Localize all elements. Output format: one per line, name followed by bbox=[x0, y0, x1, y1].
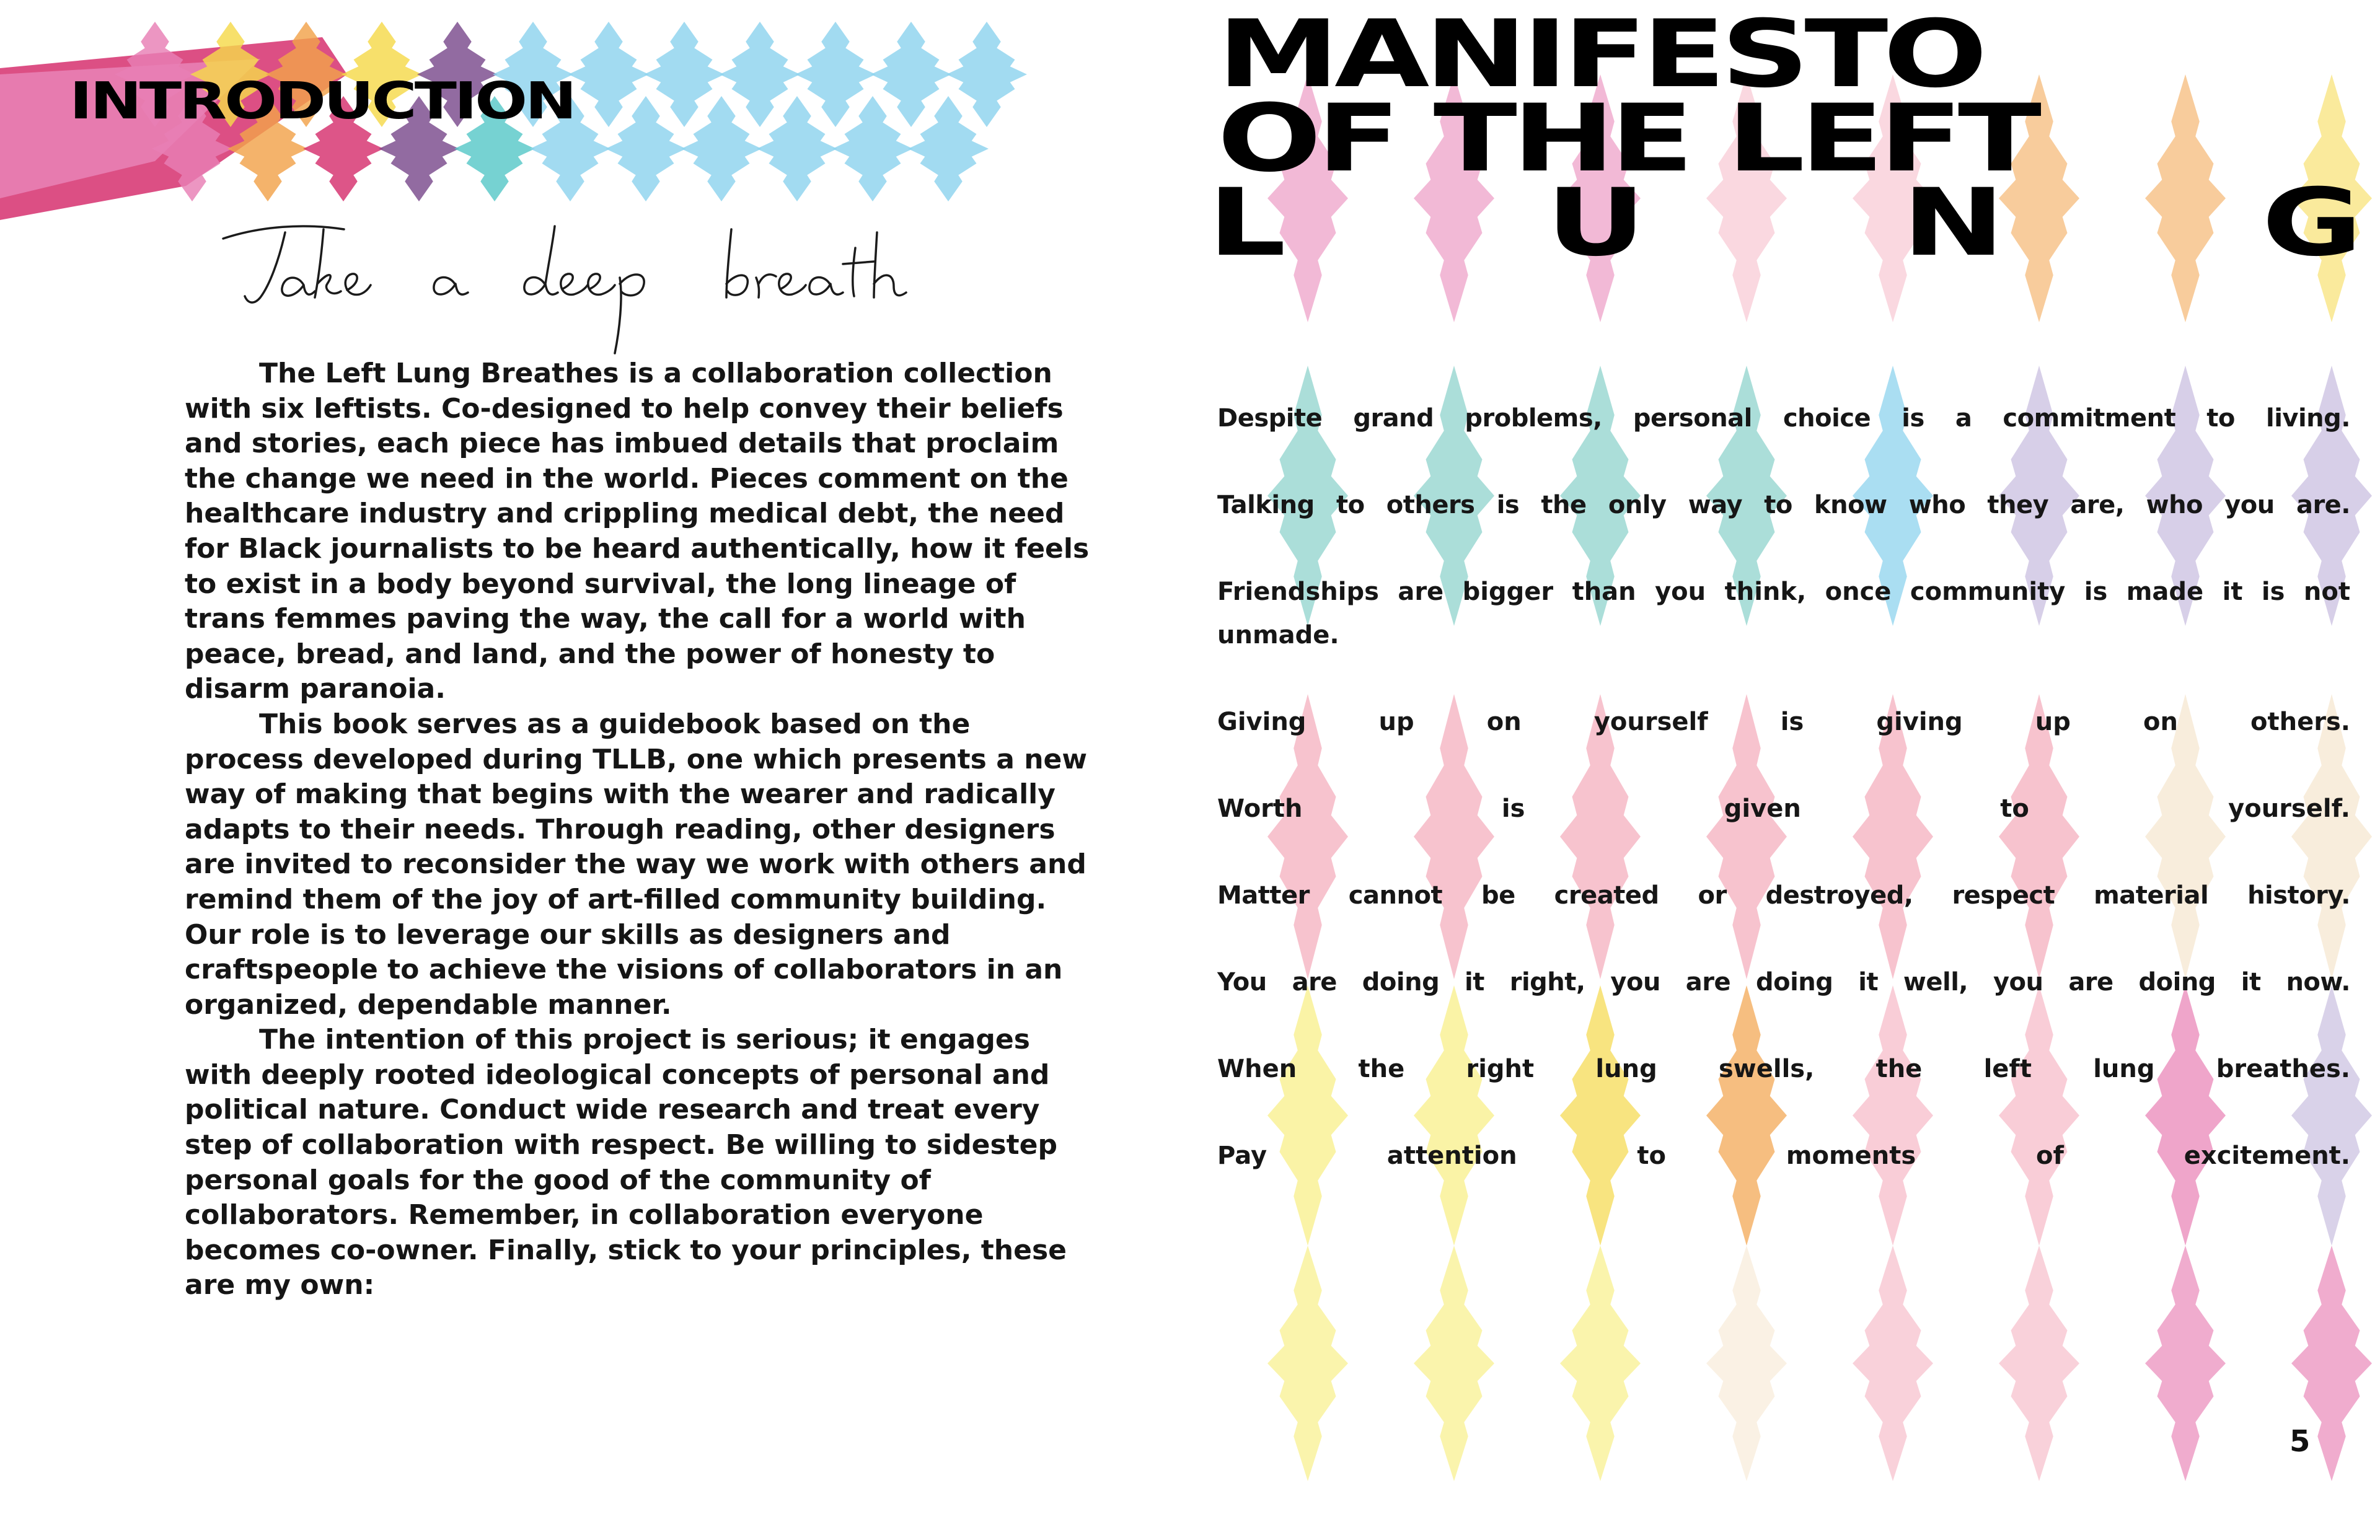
manifesto-statement: Giving up on yourself is giving up on others. bbox=[1217, 708, 2350, 736]
intro-paragraph: The intention of this project is serious; it engages with deeply rooted ideological concepts of personal and political nature. Conduct wide research and treat every step of collaboration with respect. Be willing to sidestep personal goals for the good of the community of collaborators. Remember, in collaboration everyone becomes co-owner. Finally, stick to your principles, these are my own: bbox=[185, 1024, 1067, 1301]
lung-letter: G bbox=[2262, 169, 2363, 277]
lung-letter: U bbox=[1546, 169, 1646, 277]
intro-heading: INTRODUCTION bbox=[69, 71, 575, 131]
manifesto-statement: You are doing it right, you are doing it well, you are doing it now. bbox=[1217, 968, 2350, 997]
manifesto-statement: Matter cannot be created or destroyed, respect material history. bbox=[1217, 881, 2350, 910]
lung-droplet-shape bbox=[1706, 1246, 1787, 1481]
lung-droplet-shape bbox=[1414, 1246, 1494, 1481]
manifesto-statements bbox=[1217, 397, 2350, 1221]
manifesto-statement: Despite grand problems, personal choice is a commitment to living. bbox=[1217, 404, 2350, 433]
manifesto-title-line: MANIFESTO bbox=[1217, 1, 1983, 108]
page-number: 5 bbox=[2290, 1424, 2311, 1459]
manifesto-statement: Friendships are bigger than you think, once community is made it is not unmade. bbox=[1217, 578, 2350, 649]
manifesto-title-line: OF THE LEFT bbox=[1217, 85, 2037, 193]
manifesto-statement: When the right lung swells, the left lung breathes. bbox=[1217, 1055, 2350, 1083]
lung-letter: L bbox=[1207, 169, 1286, 277]
manifesto-title-lung bbox=[1207, 169, 2363, 277]
manifesto-statement: Talking to others is the only way to know who they are, who you are. bbox=[1217, 491, 2350, 519]
right-page bbox=[1190, 0, 2380, 1540]
lung-droplet-shape bbox=[1560, 1246, 1641, 1481]
lung-droplet-shape bbox=[1267, 1246, 1348, 1481]
handwritten-title bbox=[211, 205, 1016, 359]
lung-droplet-shape bbox=[1999, 1246, 2079, 1481]
manifesto-title bbox=[1207, 1, 2376, 277]
manifesto-statement: Worth is given to yourself. bbox=[1217, 794, 2350, 823]
intro-paragraph: This book serves as a guidebook based on the process developed during TLLB, one which presents a new way of making that begins with the wearer and radically adapts to their needs. Through reading, other designers are invited to reconsider the way we work with others and remind them of the joy of art-filled community building. Our role is to leverage our skills as designers and craftspeople to achieve the visions of collaborators in an organized, dependable manner. bbox=[185, 708, 1088, 1021]
lung-droplet-shape bbox=[1853, 1246, 1933, 1481]
lung-droplet-shape bbox=[2145, 1246, 2226, 1481]
manifesto-statement: Pay attention to moments of excitement. bbox=[1217, 1142, 2350, 1170]
lung-letter: N bbox=[1902, 169, 2005, 277]
intro-body bbox=[185, 356, 1090, 1303]
intro-paragraph: The Left Lung Breathes is a collaboration collection with six leftists. Co-designed to help convey their beliefs and stories, each piece has imbued details that proclaim the change we need in the world. Pieces comment on the healthcare industry and crippling medical debt, the need for Black journalists to be heard authentically, how it feels to exist in a body beyond survival, the long lineage of trans femmes paving the way, the call for a world with peace, bread, and land, and the power of honesty to disarm paranoia. bbox=[185, 358, 1090, 705]
